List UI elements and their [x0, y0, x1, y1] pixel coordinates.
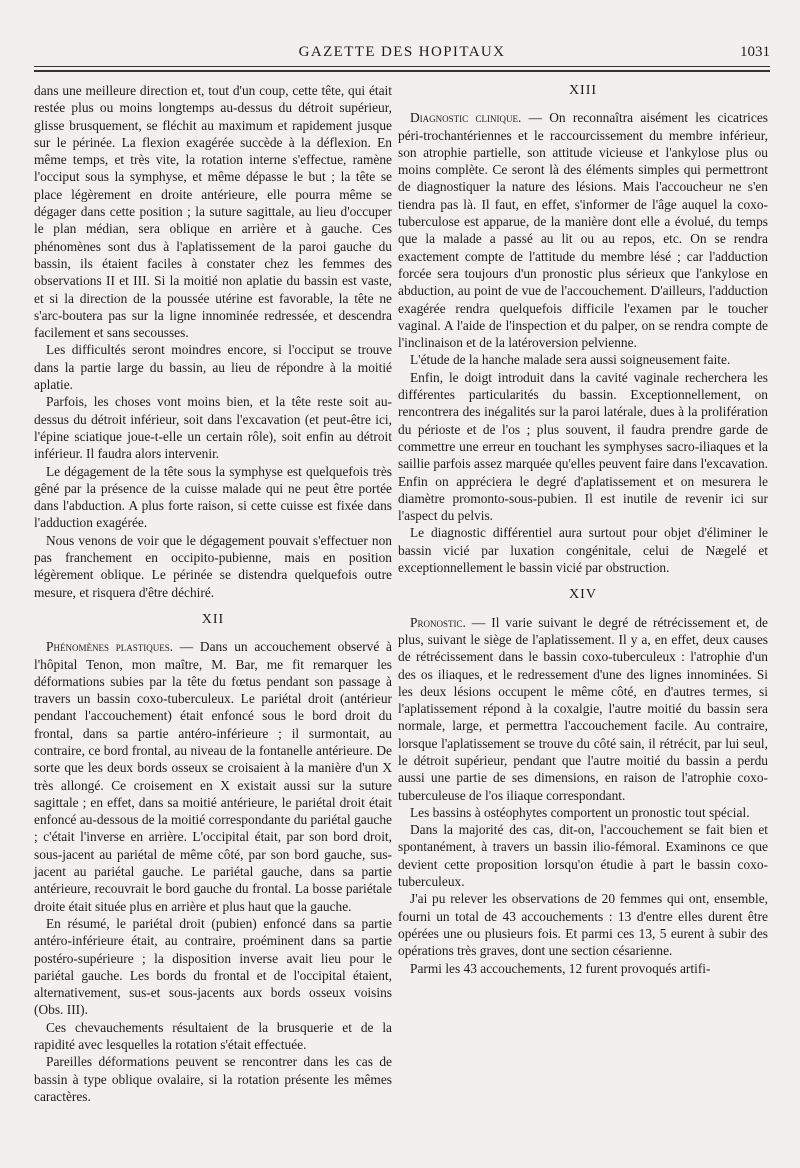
- right-column: [398, 82, 768, 977]
- section-heading-xiv: XIV: [569, 587, 597, 603]
- page-number: 1031: [740, 44, 770, 60]
- paragraph: Parfois, les choses vont moins bien, et la tête reste soit au-dessus du détroit inférieur, soit dans l'excavation (et peut-être ici, l'épine sciatique joue-t-elle un certain rôle), soit enfin au détroit inférieur. Il faudra alors intervenir.: [34, 394, 392, 462]
- paragraph-text: — Dans un accouchement observé à l'hôpital Tenon, mon maître, M. Bar, me fit remarquer les déformations subies par la tête du fœtus pendant son passage à travers un bassin coxo-tuberculeux. Le pariétal droit (antérieur pendant l'accouchement) était enfoncé sous le bord droit du frontal, dans sa partie antéro-inférieure ; il surmontait, au contraire, ce bord frontal, au niveau de la fontanelle antérieure. De sorte que les deux bords osseux se croisaient à la manière d'un X très allongé. Ce croisement en X existait aussi sur la suture sagittale ; en effet, dans sa moitié antérieure, le pariétal droit était enfoncé au-dessous de la moitié correspondante du pariétal gauche ; c'était l'inverse en arrière. L'occipital était, par son bord droit, sous-jacent au pariétal de même côté, par son bord gauche, sus-jacent au pariétal gauche. Le pariétal gauche, dans sa partie antérieure, recouvrait le bord gauche du frontal. La bosse pariétale droite était située plus en arrière et plus haut que la gauche.: [34, 639, 392, 914]
- paragraph: [398, 614, 768, 804]
- section-heading-xii: XII: [201, 611, 225, 627]
- paragraph: Nous venons de voir que le dégagement pouvait s'effectuer non pas franchement en occipito-pubienne, mais en position légèrement oblique. Le périnée se distendra quelquefois outre mesure, et risquera d'être déchiré.: [34, 532, 392, 600]
- section-lead: Pronostic.: [410, 614, 466, 630]
- paragraph: [398, 109, 768, 351]
- section-lead: Diagnostic clinique.: [410, 110, 522, 126]
- running-title: GAZETTE DES HOPITAUX: [298, 44, 506, 60]
- paragraph: L'étude de la hanche malade sera aussi soigneusement faite.: [410, 352, 731, 368]
- header-rule-thick: [34, 70, 770, 72]
- paragraph: dans une meilleure direction et, tout d'un coup, cette tête, qui était restée plus ou moins longtemps au-dessus du détroit supérieur, glisse brusquement, se fléchit au maximum et rapidement jusque sur le périnée. La flexion exagérée succède à la déflexion. En même temps, et très vite, la rotation interne s'effectue, ramène l'occiput sous la symphyse, et même dépasse le but ; la tête se place légèrement en droite antérieure, elle pourra même se dégager dans cette position ; la suture sagittale, au lieu d'occuper le plan médian, sera oblique en arrière et à gauche. Ces phénomènes sont dus à l'aplatissement de la paroi gauche du bassin, ils étaient faciles à constater chez les femmes des observations II et III. Si la moitié non aplatie du bassin est vaste, et si la direction de la poussée utérine est favorable, la tête ne s'arc-boutera pas sur la ligne innominée redressée, et descendra facilement et sans secousses.: [34, 83, 392, 341]
- paragraph: Enfin, le doigt introduit dans la cavité vaginale recherchera les différentes particularités du bassin. Exceptionnellement, on rencontrera des inégalités sur la paroi latérale, dues à la prolifération du périoste et de l'os ; plus souvent, il faudra prendre garde de commettre une erreur en touchant les symphyses sacro-iliaques et la saillie parfois assez marquée qu'elles peuvent faire dans l'excavation. Enfin on appréciera le degré d'aplatissement et on mesurera le diamètre promonto-sous-pubien. Il est inutile de revenir ici sur l'aspect du pelvis.: [398, 369, 768, 524]
- paragraph: J'ai pu relever les observations de 20 femmes qui ont, ensemble, fourni un total de 43 accouchements : 13 d'entre elles durent être opérées une ou plusieurs fois. Et parmi ces 13, 5 eurent à subir des opérations très graves, dont une section césarienne.: [398, 891, 768, 959]
- page-header: [34, 44, 770, 66]
- left-column: [34, 82, 392, 1105]
- paragraph: Le dégagement de la tête sous la symphyse est quelquefois très gêné par la présence de la cuisse malade qui ne peut être portée dans l'abduction. A plus forte raison, si cette cuisse est fixée dans l'adduction exagérée.: [34, 463, 392, 531]
- section-heading-xiii: XIII: [568, 83, 598, 98]
- paragraph-text: — On reconnaîtra aisément les cicatrices péri-trochantériennes et le raccourcissement du membre inférieur, son atrophie partielle, son attitude vicieuse et l'ankylose plus ou moins complète. Ce seront là des éléments simples qui permettront de diagnostiquer la nature des lésions. Mais l'accoucheur ne s'en tiendra pas là. Il faut, en effet, s'informer de l'âge auquel la coxo-tuberculose est apparue, de la manière dont elle a évolué, du temps que la malade a passé au lit ou au repos, etc. On se rendra exactement compte de l'attitude du membre lésé ; car l'adduction forcée sera toujours d'un pronostic plus sérieux que l'ankylose en abduction, au point de vue de l'accouchement. D'ailleurs, l'adduction exagérée rendra quelquefois difficile l'examen par le toucher vaginal. A l'aide de l'inspection et du palper, on se rendra compte de l'inclinaison et de la latéroversion pelvienne.: [398, 110, 768, 351]
- paragraph: Les bassins à ostéophytes comportent un pronostic tout spécial.: [410, 804, 750, 820]
- paragraph: En résumé, le pariétal droit (pubien) enfoncé dans sa partie antéro-inférieure était, au contraire, proéminent dans sa partie postéro-supérieure ; la disposition inverse avait lieu pour le pariétal gauche. Les bords du frontal et de l'occipital étaient, alternativement, sus-et sous-jacents aux bords osseux voisins (Obs. III).: [34, 915, 392, 1018]
- paragraph: [34, 638, 392, 915]
- paragraph: Dans la majorité des cas, dit-on, l'accouchement se fait bien et spontanément, à travers un bassin ilio-fémoral. Examinons ce que devient cette proposition lorsqu'on étudie à part le bassin coxo-tuberculeux.: [398, 822, 768, 890]
- paragraph: Ces chevauchements résultaient de la brusquerie et de la rapidité avec lesquelles la rotation s'était effectuée.: [34, 1019, 392, 1053]
- paragraph: Pareilles déformations peuvent se rencontrer dans les cas de bassin à type oblique ovalaire, si la rotation présente les mêmes caractères.: [34, 1054, 392, 1104]
- section-lead: Phénomènes plastiques.: [46, 639, 174, 655]
- paragraph: Les difficultés seront moindres encore, si l'occiput se trouve dans la partie large du bassin, au lieu de répondre à la moitié aplatie.: [34, 342, 392, 393]
- paragraph-text: — Il varie suivant le degré de rétrécissement et, de plus, suivant le siège de l'aplatissement. Il y a, en effet, deux causes de rétrécissement dans le bassin coxo-tuberculeux : l'atrophie d'un des os iliaques, et le redressement d'une des lignes innominées. Si les deux lésions occupent le même côté, en d'autres termes, si l'aplatissement répond à la coxalgie, l'autre moitié du bassin sera normale, large, et permettra l'accouchement facile. Au contraire, lorsque l'aplatissement se trouve du côté sain, il rétrécit, par lui seul, le détroit supérieur, pendant que l'autre moitié du bassin a perdu aussi une partie de ses dimensions, en raison de l'atrophie coxo-tuberculeuse de l'os iliaque correspondant.: [398, 614, 768, 803]
- paragraph: Parmi les 43 accouchements, 12 furent provoqués artifi-: [410, 960, 711, 976]
- header-rule-thin: [34, 66, 770, 67]
- paragraph: Le diagnostic différentiel aura surtout pour objet d'éliminer le bassin vicié par luxation congénitale, celui de Nægelé et exceptionnellement le bassin vicié par obstruction.: [398, 525, 768, 576]
